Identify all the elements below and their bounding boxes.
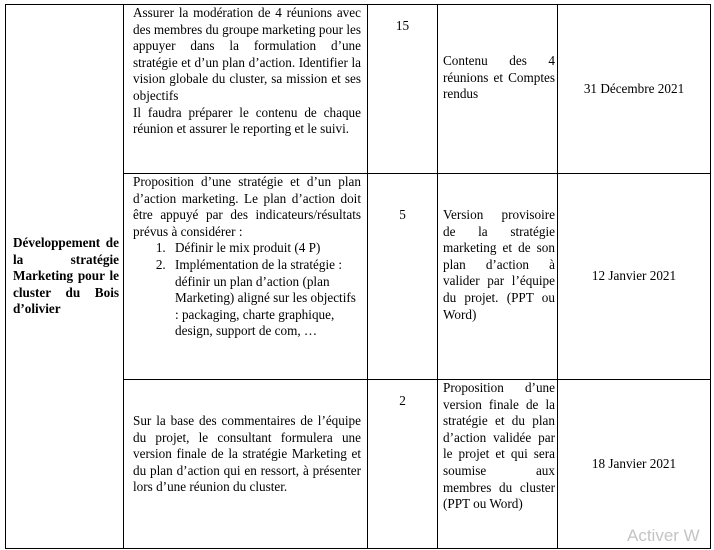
list-item: 2. Implémentation de la stratégie : définir un plan d’action (plan Marketing) aligné sur les objectifs : packaging, charte graphique, design, support de com, … bbox=[169, 257, 361, 340]
steps-list bbox=[133, 240, 361, 340]
list-item: 1. Définir le mix produit (4 P) bbox=[169, 240, 361, 257]
activity-plan-table bbox=[5, 4, 711, 549]
description-paragraph: Assurer la modération de 4 réunions avec des membres du groupe marketing pour les appuyer dans la formulation d’une stratégie et d’un plan d’action. Identifier la vision globale du cluster, sa mission et ses objectifs bbox=[133, 5, 361, 103]
description-paragraph: Proposition d’une stratégie et d’un plan d’action marketing. Le plan d’action doit être appuyé par des indicateurs/résultats prévus à considérer : bbox=[133, 174, 361, 239]
date-cell bbox=[558, 5, 711, 174]
deliverable-cell bbox=[438, 5, 558, 174]
activate-windows-watermark: Activer W bbox=[627, 526, 700, 545]
deliverable-text: Version provisoire de la stratégie marketing et de son plan d’action à valider par l’équipe du projet. (PPT ou Word) bbox=[443, 207, 555, 322]
days-value: 15 bbox=[395, 18, 410, 33]
activity-title: Développement de la stratégie Marketing pour le cluster du Bois d’olivier bbox=[13, 235, 119, 317]
date-cell bbox=[558, 174, 711, 380]
date-value: 18 Janvier 2021 bbox=[591, 455, 677, 471]
deliverable-text: Proposition d’une version finale de la stratégie et du plan d’action validée par le projet et qui sera soumise aux membres du cluster (PPT ou Word) bbox=[443, 380, 555, 512]
deliverable-cell bbox=[438, 380, 558, 549]
description-cell bbox=[124, 380, 368, 549]
date-value: 12 Janvier 2021 bbox=[591, 268, 677, 284]
table-row bbox=[6, 5, 711, 174]
deliverable-text: Contenu des 4 réunions et Comptes rendus bbox=[443, 53, 555, 102]
deliverable-cell bbox=[438, 174, 558, 380]
description-cell bbox=[124, 5, 368, 174]
days-value: 2 bbox=[399, 393, 406, 408]
description-paragraph: Sur la base des commentaires de l’équipe du projet, le consultant formulera une version finale de la stratégie Marketing et du plan d’action qui en ressort, à présenter lors d’une réunion du cluster. bbox=[133, 413, 361, 495]
days-cell bbox=[368, 5, 438, 174]
date-value: 31 Décembre 2021 bbox=[583, 80, 685, 96]
description-paragraph: Il faudra préparer le contenu de chaque réunion et assurer le reporting et le suivi. bbox=[133, 104, 361, 137]
activity-cell bbox=[6, 5, 124, 549]
days-cell bbox=[368, 174, 438, 380]
description-cell bbox=[124, 174, 368, 380]
days-value: 5 bbox=[399, 207, 406, 222]
date-cell bbox=[558, 380, 711, 549]
days-cell bbox=[368, 380, 438, 549]
